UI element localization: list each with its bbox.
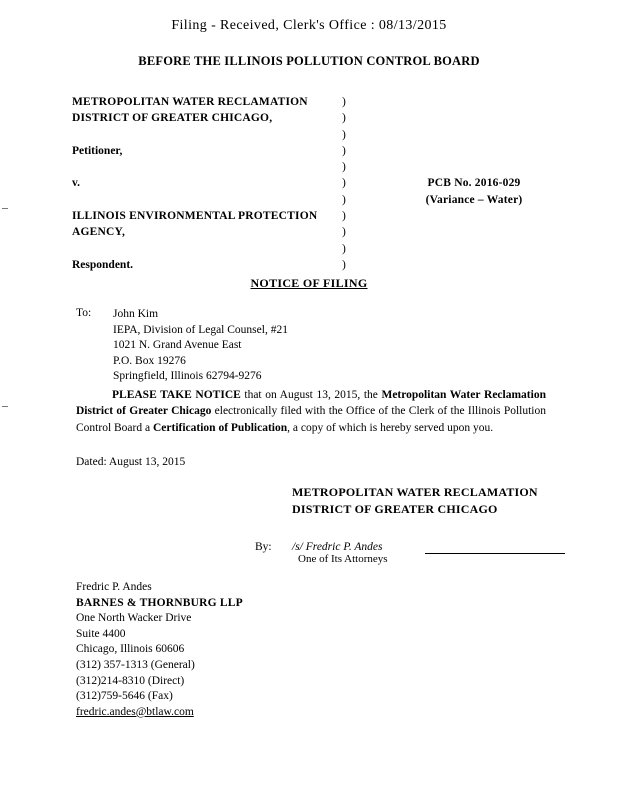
attorney-name: Fredric P. Andes [76, 581, 152, 593]
firm-fax: (312)759-5646 (Fax) [76, 690, 173, 703]
caption-blank [72, 241, 342, 257]
caption-paren: ) [342, 258, 346, 271]
firm-phone-direct: (312)214-8310 (Direct) [76, 674, 185, 687]
body-bold: Certification of Publication [152, 421, 288, 434]
caption-spacer [402, 208, 546, 224]
firm-address-3: Chicago, Illinois 60606 [76, 643, 185, 656]
body-text: , a copy of which is hereby [287, 421, 412, 434]
caption-blank [72, 127, 342, 143]
caption-paren: ) [342, 226, 346, 239]
court-header: BEFORE THE ILLINOIS POLLUTION CONTROL BOARD [138, 54, 480, 68]
signature-subtitle: One of Its Attorneys [298, 553, 388, 565]
caption-spacer [402, 257, 546, 273]
signer-line2: DISTRICT OF GREATER CHICAGO [292, 502, 498, 516]
respondent-role: Respondent. [72, 258, 134, 271]
signature-name: /s/ Fredric P. Andes [292, 541, 383, 553]
page-edge-mark [2, 208, 8, 209]
caption-blank [72, 159, 342, 175]
case-number: PCB No. 2016-029 [427, 177, 521, 190]
case-caption [72, 94, 546, 273]
firm-contact-block [76, 580, 243, 720]
caption-spacer [402, 241, 546, 257]
firm-name: BARNES & THORNBURG LLP [76, 596, 243, 609]
recipient-line: P.O. Box 19276 [113, 354, 186, 367]
body-text: that on August 13, 2015, the [240, 389, 382, 401]
caption-paren: ) [342, 128, 346, 141]
caption-spacer [402, 94, 546, 110]
recipient-line: Springfield, Illinois 62794-9276 [113, 370, 262, 383]
caption-spacer [402, 224, 546, 240]
caption-spacer [402, 143, 546, 159]
caption-paren: ) [342, 96, 346, 108]
firm-address-2: Suite 4400 [76, 627, 126, 640]
notice-body-paragraph [76, 387, 546, 436]
body-bold: Reclamation District of Greater Chicago [76, 389, 546, 418]
respondent-name-line2: AGENCY, [72, 226, 126, 239]
body-bold: Metropolitan Water [381, 389, 481, 401]
signer-line1: METROPOLITAN WATER RECLAMATION [292, 485, 538, 499]
caption-paren: ) [342, 177, 346, 190]
body-text: served upon you. [414, 421, 494, 434]
body-text: electronically filed with the Office of the Clerk of the [211, 405, 465, 418]
caption-paren: ) [342, 193, 346, 206]
by-label: By: [255, 541, 272, 553]
case-type: (Variance – Water) [425, 193, 523, 206]
petitioner-name-line1: METROPOLITAN WATER RECLAMATION [72, 96, 308, 108]
caption-paren: ) [342, 112, 346, 125]
filing-stamp: Filing - Received, Clerk's Office : 08/13/2015 [171, 18, 447, 33]
firm-phone-general: (312) 357-1313 (General) [76, 658, 195, 671]
caption-paren: ) [342, 210, 346, 223]
recipient-line: IEPA, Division of Legal Counsel, #21 [113, 323, 288, 336]
body-text: Illinois Pollution Control Board a [76, 405, 546, 434]
firm-address-1: One North Wacker Drive [76, 612, 192, 625]
recipient-line: John Kim [113, 308, 159, 320]
petitioner-name-line2: DISTRICT OF GREATER CHICAGO, [72, 112, 273, 125]
caption-spacer [402, 159, 546, 175]
please-take-notice: PLEASE TAKE NOTICE [112, 389, 241, 401]
firm-email-link[interactable]: fredric.andes@btlaw.com [76, 705, 194, 718]
petitioner-role: Petitioner, [72, 144, 123, 157]
page-edge-mark [2, 406, 8, 407]
caption-blank [72, 192, 342, 208]
dated-line: Dated: August 13, 2015 [76, 456, 186, 468]
caption-paren: ) [342, 144, 346, 157]
caption-spacer [402, 127, 546, 143]
recipient-line: 1021 N. Grand Avenue East [113, 339, 242, 352]
versus-label: v. [72, 177, 80, 190]
signature-line [425, 553, 565, 554]
to-label: To: [76, 307, 92, 319]
caption-paren: ) [342, 242, 346, 255]
respondent-name-line1: ILLINOIS ENVIRONMENTAL PROTECTION [72, 210, 318, 223]
recipient-address [113, 307, 288, 385]
caption-paren: ) [342, 161, 346, 174]
signer-organization [292, 484, 560, 518]
notice-of-filing-title: NOTICE OF FILING [250, 276, 368, 290]
caption-spacer [402, 110, 546, 126]
